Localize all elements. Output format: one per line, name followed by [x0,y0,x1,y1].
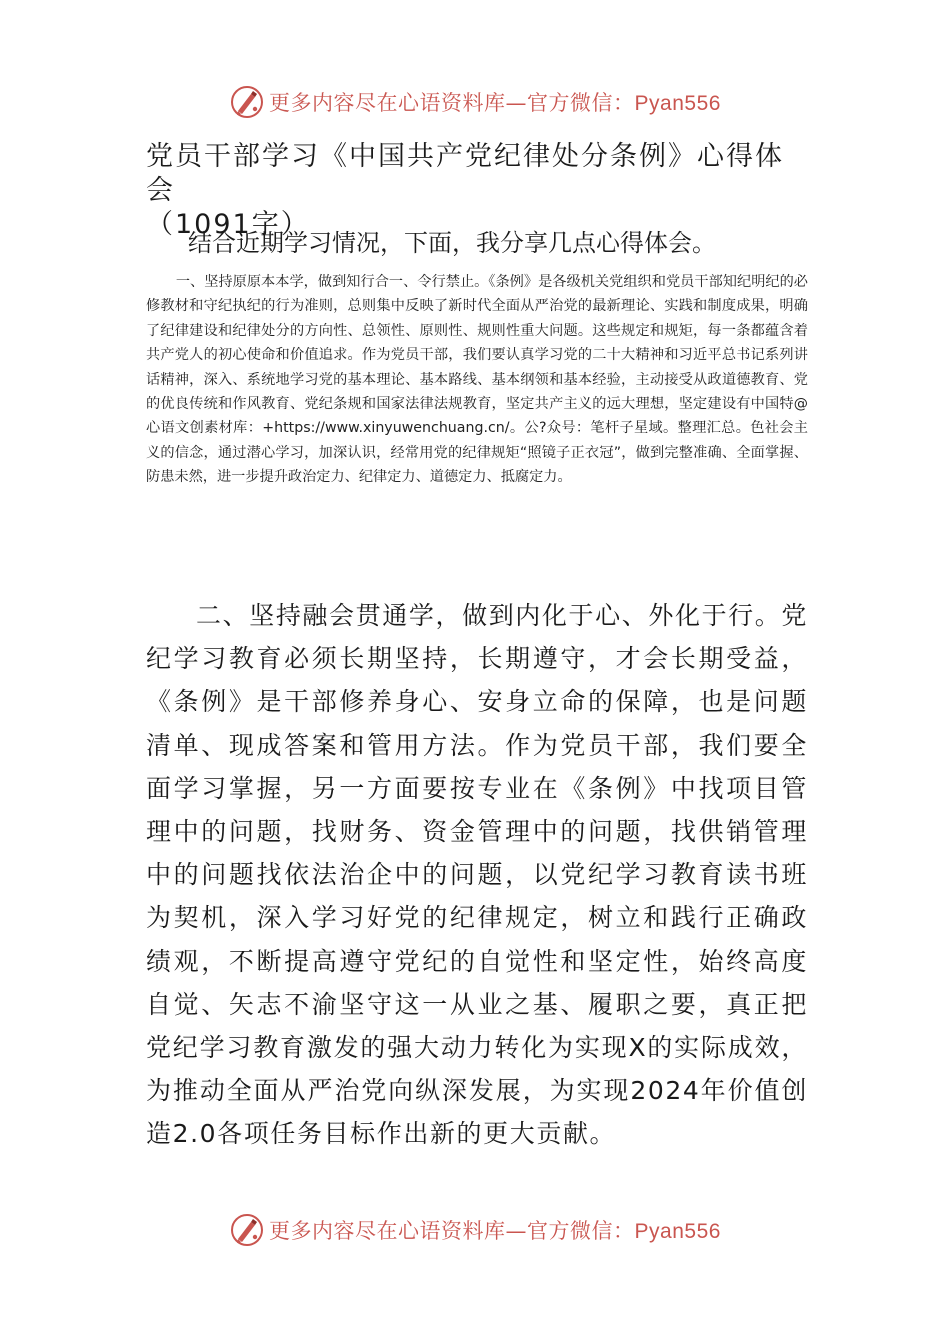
footer-banner-cn: 更多内容尽在心语资料库—官方微信： [269,1219,635,1243]
footer-banner-wechat-id: Pyan556 [634,1220,721,1243]
title-line-2: （1091字） [146,209,310,240]
header-banner-wechat-id: Pyan556 [634,92,721,115]
page-title [146,140,808,242]
header-banner-cn: 更多内容尽在心语资料库—官方微信： [269,91,635,115]
footer-banner-text [269,1215,721,1245]
footer-banner [0,1210,950,1250]
header-banner [0,82,950,122]
title-line-1: 党员干部学习《中国共产党纪律处分条例》心得体会 [146,141,784,206]
paragraph-1: 一、坚持原原本本学，做到知行合一、令行禁止。《条例》是各级机关党组织和党员干部知纪明纪的必修教材和守纪执纪的行为准则，总则集中反映了新时代全面从严治党的最新理论、实践和制度成果，明确了纪律建设和纪律处分的方向性、总领性、原则性、规则性重大问题。这些规定和规矩，每一条都蕴含着共产党人的初心使命和价值追求。作为党员干部，我们要认真学习党的二十大精神和习近平总书记系列讲话精神，深入、系统地学习党的基本理论、基本路线、基本纲领和基本经验，主动接受从政道德教育、党的优良传统和作风教育、党纪条规和国家法律法规教育，坚定共产主义的远大理想，坚定建设有中国特@心语文创素材库：+https://www.xinyuwenchuang.cn/。公?众号：笔杆子星域。整理汇总。色社会主义的信念，通过潜心学习，加深认识，经常用党的纪律规矩“照镜子正衣冠”，做到完整准确、全面掌握、防患未然，进一步提升政治定力、纪律定力、道德定力、抵腐定力。 [146,274,808,486]
paragraph-2: 二、坚持融会贯通学，做到内化于心、外化于行。党纪学习教育必须长期坚持，长期遵守，才会长期受益，《条例》是干部修养身心、安身立命的保障，也是问题清单、现成答案和管用方法。作为党员干部，我们要全面学习掌握，另一方面要按专业在《条例》中找项目管理中的问题，找财务、资金管理中的问题，找供销管理中的问题找依法治企中的问题，以党纪学习教育读书班为契机，深入学习好党的纪律规定，树立和践行正确政绩观，不断提高遵守党纪的自觉性和坚定性，始终高度自觉、矢志不渝坚守这一从业之基、履职之要，真正把党纪学习教育激发的强大动力转化为实现X的实际成效，为推动全面从严治党向纵深发展，为实现2024年价值创造2.0各项任务目标作出新的更大贡献。 [146,601,808,1149]
pen-logo-icon [229,1212,265,1248]
intro-paragraph: 结合近期学习情况，下面，我分享几点心得体会。 [188,229,716,257]
pen-logo-icon [229,84,265,120]
header-banner-text [269,87,721,117]
